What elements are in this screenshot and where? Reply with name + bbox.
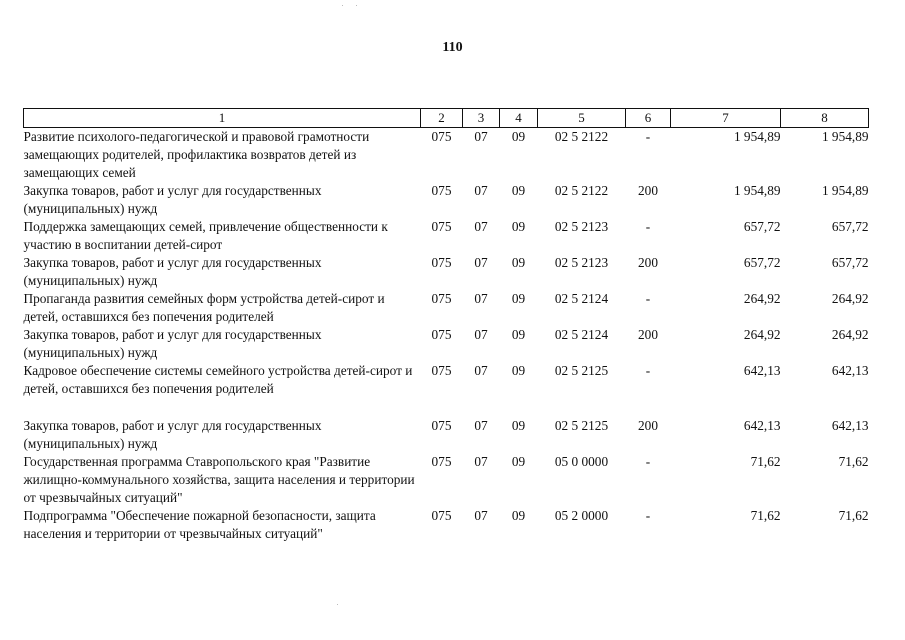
cell-amount-2: 642,13 — [831, 363, 869, 378]
cell-subsection: 09 — [511, 508, 526, 523]
cell-expense-type: - — [645, 129, 651, 144]
cell-subsection: 09 — [511, 327, 526, 342]
cell-target-article: 02 5 2122 — [554, 183, 609, 198]
cell-amount-2: 1 954,89 — [821, 183, 869, 198]
scan-speck — [337, 604, 338, 605]
table-row — [24, 290, 869, 326]
column-header: 8 — [781, 109, 869, 128]
cell-expense-type: 200 — [638, 255, 658, 270]
cell-amount-1: 657,72 — [743, 255, 781, 270]
cell-amount-1: 71,62 — [750, 454, 781, 469]
cell-expense-type: - — [645, 454, 651, 469]
table-row — [24, 254, 869, 290]
cell-subsection: 09 — [511, 363, 526, 378]
column-header: 1 — [24, 109, 421, 128]
row-name: Закупка товаров, работ и услуг для государственных (муниципальных) нужд — [23, 327, 322, 360]
row-name: Кадровое обеспечение системы семейного устройства детей-сирот и детей, оставшихся без попечения родителей — [23, 363, 413, 396]
cell-amount-2: 1 954,89 — [821, 129, 869, 144]
cell-subsection: 09 — [511, 291, 526, 306]
cell-amount-2: 657,72 — [831, 255, 869, 270]
cell-subsection: 09 — [511, 183, 526, 198]
table-row — [24, 182, 869, 218]
budget-table — [23, 108, 869, 543]
cell-subsection: 09 — [511, 219, 526, 234]
cell-amount-1: 264,92 — [743, 291, 781, 306]
table-row — [24, 326, 869, 362]
cell-section: 07 — [474, 255, 488, 270]
cell-amount-1: 642,13 — [743, 363, 781, 378]
column-header: 5 — [538, 109, 626, 128]
cell-target-article: 02 5 2125 — [554, 363, 609, 378]
cell-target-article: 05 2 0000 — [554, 508, 609, 523]
cell-ministry-code: 075 — [431, 363, 452, 378]
row-name: Подпрограмма "Обеспечение пожарной безопасности, защита населения и территории от чрезвычайных ситуаций" — [23, 508, 376, 541]
cell-target-article: 02 5 2125 — [554, 418, 609, 433]
cell-ministry-code: 075 — [431, 219, 452, 234]
table-row — [24, 417, 869, 453]
cell-target-article: 05 0 0000 — [554, 454, 609, 469]
cell-expense-type: - — [645, 508, 651, 523]
cell-ministry-code: 075 — [431, 255, 452, 270]
cell-subsection: 09 — [511, 454, 526, 469]
cell-expense-type: - — [645, 291, 651, 306]
table-row — [24, 362, 869, 417]
cell-ministry-code: 075 — [431, 454, 452, 469]
cell-section: 07 — [474, 219, 488, 234]
cell-target-article: 02 5 2122 — [554, 129, 609, 144]
table-row — [24, 218, 869, 254]
cell-amount-2: 71,62 — [838, 508, 869, 523]
cell-section: 07 — [474, 291, 488, 306]
cell-amount-2: 657,72 — [831, 219, 869, 234]
column-header: 6 — [626, 109, 671, 128]
cell-target-article: 02 5 2124 — [554, 327, 609, 342]
column-header: 4 — [500, 109, 538, 128]
cell-expense-type: - — [645, 363, 651, 378]
cell-ministry-code: 075 — [431, 508, 452, 523]
cell-expense-type: - — [645, 219, 651, 234]
cell-section: 07 — [474, 363, 488, 378]
row-name: Поддержка замещающих семей, привлечение общественности к участию в воспитании детей-сирот — [23, 219, 388, 252]
cell-section: 07 — [474, 183, 488, 198]
cell-amount-1: 642,13 — [743, 418, 781, 433]
cell-section: 07 — [474, 418, 488, 433]
cell-amount-1: 264,92 — [743, 327, 781, 342]
cell-ministry-code: 075 — [431, 327, 452, 342]
column-header: 2 — [421, 109, 463, 128]
cell-expense-type: 200 — [638, 418, 658, 433]
row-name: Развитие психолого-педагогической и правовой грамотности замещающих родителей, профилактика возвратов детей из замещающих семей — [23, 129, 370, 180]
cell-section: 07 — [474, 454, 488, 469]
table-row — [24, 453, 869, 507]
page-number: 110 — [442, 40, 463, 55]
cell-ministry-code: 075 — [431, 418, 452, 433]
column-header: 7 — [671, 109, 781, 128]
cell-subsection: 09 — [511, 129, 526, 144]
cell-amount-1: 657,72 — [743, 219, 781, 234]
cell-amount-2: 71,62 — [838, 454, 869, 469]
cell-amount-2: 264,92 — [831, 291, 869, 306]
cell-target-article: 02 5 2124 — [554, 291, 609, 306]
row-name: Закупка товаров, работ и услуг для государственных (муниципальных) нужд — [23, 418, 322, 451]
cell-section: 07 — [474, 508, 488, 523]
cell-ministry-code: 075 — [431, 291, 452, 306]
cell-section: 07 — [474, 327, 488, 342]
row-name: Пропаганда развития семейных форм устройства детей-сирот и детей, оставшихся без попечения родителей — [23, 291, 385, 324]
cell-amount-2: 642,13 — [831, 418, 869, 433]
table-row — [24, 128, 869, 183]
table-row — [24, 507, 869, 543]
cell-expense-type: 200 — [638, 183, 658, 198]
row-name: Закупка товаров, работ и услуг для государственных (муниципальных) нужд — [23, 255, 322, 288]
cell-ministry-code: 075 — [431, 183, 452, 198]
cell-amount-1: 1 954,89 — [733, 183, 781, 198]
cell-amount-2: 264,92 — [831, 327, 869, 342]
row-name: Государственная программа Ставропольского края "Развитие жилищно-коммунального хозяйства, защита населения и территории от чрезвычайных ситуаций" — [23, 454, 415, 505]
header-row — [24, 109, 869, 128]
scan-speck — [356, 5, 357, 6]
cell-section: 07 — [474, 129, 488, 144]
cell-target-article: 02 5 2123 — [554, 219, 609, 234]
cell-target-article: 02 5 2123 — [554, 255, 609, 270]
scan-speck — [342, 5, 343, 6]
cell-subsection: 09 — [511, 418, 526, 433]
cell-expense-type: 200 — [638, 327, 658, 342]
cell-subsection: 09 — [511, 255, 526, 270]
row-name: Закупка товаров, работ и услуг для государственных (муниципальных) нужд — [23, 183, 322, 216]
cell-ministry-code: 075 — [431, 129, 452, 144]
column-header: 3 — [463, 109, 500, 128]
cell-amount-1: 71,62 — [750, 508, 781, 523]
cell-amount-1: 1 954,89 — [733, 129, 781, 144]
